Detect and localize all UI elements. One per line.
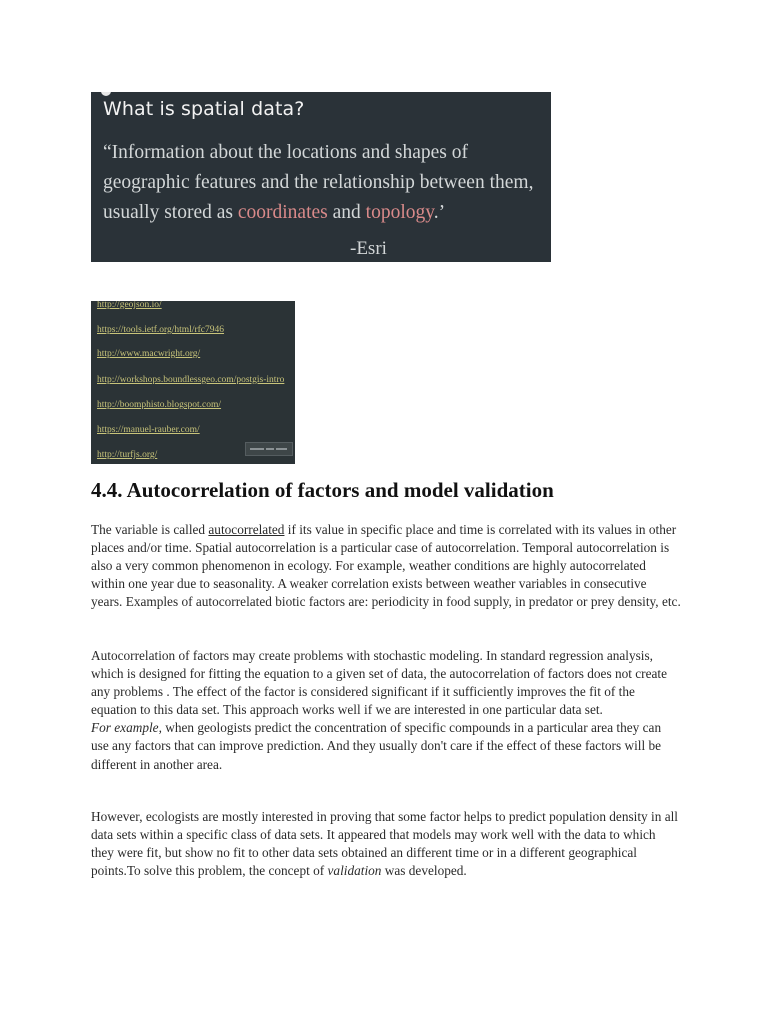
links-slide-image [91, 301, 295, 464]
paragraph-text: was developed. [381, 863, 467, 879]
paragraph-stochastic-modeling [91, 647, 681, 774]
resource-link[interactable]: http://boomphisto.blogspot.com/ [97, 400, 222, 410]
info-icon [101, 92, 111, 96]
slide-title: What is spatial data? [103, 98, 305, 120]
quote-term-topology: topology [365, 202, 434, 223]
paragraph-autocorrelation-definition [91, 521, 681, 611]
paragraph-text: However, ecologists are mostly interested in proving that some factor helps to predict population density in all data sets within a specific class of data sets. It appeared that models may work well with the data to which they were fit, but show no fit to other data sets obtained an different time or in a different geographical points.To solve this problem, the concept of [91, 809, 678, 879]
resource-link[interactable]: http://workshops.boundlessgeo.com/postgis-intro [97, 375, 285, 385]
resource-link[interactable]: https://manuel-rauber.com/ [97, 425, 200, 435]
term-autocorrelated: autocorrelated [208, 522, 285, 537]
resource-link[interactable]: http://www.macwright.org/ [97, 349, 201, 359]
paragraph-validation [91, 808, 681, 880]
quote-text-start: “Information about the locations and shapes of geographic features and the relationship between them, usually stored as [103, 142, 534, 223]
video-thumbnail-badge [245, 442, 293, 456]
paragraph-text: if its value in specific place and time is correlated with its values in other places and/or time. Spatial autocorrelation is a particular case of autocorrelation. Temporal autocorrelation is also a very common phenomenon in ecology. For example, weather conditions are highly autocorrelated within one year due to seasonality. A weaker correlation exists between weather variables in consecutive years. Examples of autocorrelated biotic factors are: periodicity in food supply, in predator or prey density, etc. [91, 522, 681, 610]
quote-attribution: -Esri [350, 238, 387, 259]
quote-text-end: .’ [433, 202, 446, 223]
section-heading: 4.4. Autocorrelation of factors and model validation [91, 478, 554, 502]
paragraph-text: Autocorrelation of factors may create problems with stochastic modeling. In standard regression analysis, which is designed for fitting the equation to a given set of data, the autocorrelation of factors does not create any problems . The effect of the factor is considered significant if it sufficiently improves the fit of the equation to this data set. This approach works well if we are interested in one particular data set. [91, 648, 668, 718]
resource-link[interactable]: http://turfjs.org/ [97, 450, 158, 460]
spatial-data-slide-image [91, 92, 551, 262]
slide-quote [103, 138, 551, 228]
resource-link[interactable]: http://geojson.io/ [97, 301, 162, 310]
paragraph-text: The variable is called [91, 522, 209, 537]
resource-link[interactable]: https://tools.ietf.org/html/rfc7946 [97, 325, 225, 335]
paragraph-text: when geologists predict the concentration of specific compounds in a particular area they can use any factors that can improve prediction. And they usually don't care if the effect of these factors will be different in another area. [91, 720, 662, 772]
term-validation: validation [327, 863, 382, 879]
quote-text-middle: and [327, 202, 366, 223]
for-example-lead: For example, [91, 720, 162, 736]
quote-term-coordinates: coordinates [237, 202, 328, 223]
